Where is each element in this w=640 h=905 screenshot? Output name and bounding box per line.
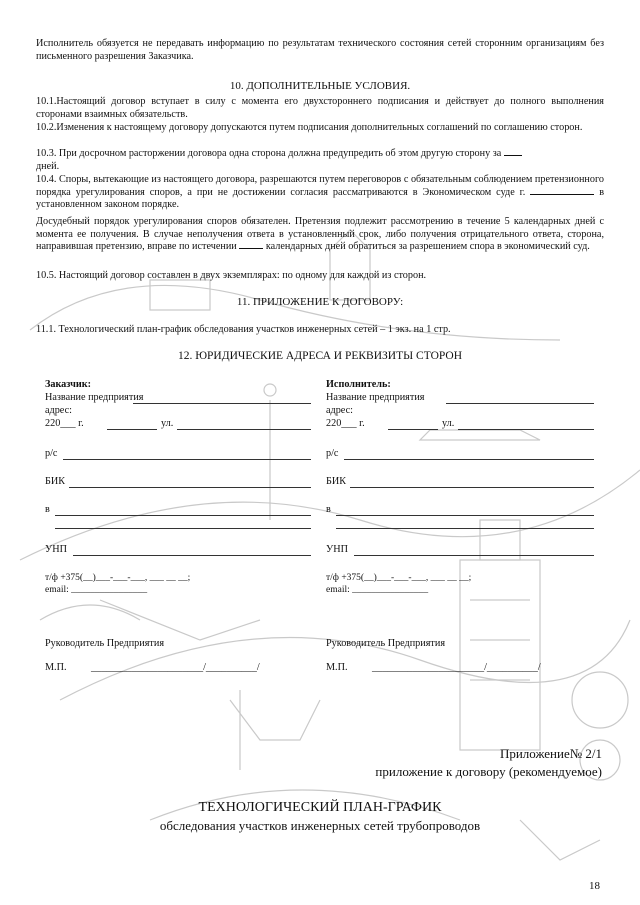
customer-name-label: Название предприятия [45,392,144,403]
customer-bank-label: в [45,504,50,515]
clause-10-1: 10.1.Настоящий договор вступает в силу с момента его двухстороннего подписания и действует до полного выполнения сторонами взаимных обязательств. [36,96,604,120]
customer-city-field[interactable] [107,429,157,430]
appendix-title: ТЕХНОЛОГИЧЕСКИЙ ПЛАН-ГРАФИК [198,800,442,815]
clause-10-4-pretrial [36,216,604,254]
contractor-bik-field[interactable] [350,487,594,488]
customer-unp-field[interactable] [73,555,311,556]
customer-name-field[interactable] [133,403,311,404]
contractor-account-field[interactable] [344,459,594,460]
contractor-phone[interactable]: т/ф +375(__)___-___-___, ___ __ __; [326,573,472,583]
customer-stamp-label: М.П. [45,662,67,673]
contractor-bank-field-2[interactable] [336,528,594,529]
contractor-unp-label: УНП [326,544,348,555]
customer-head-label: Руководитель Предприятия [45,638,165,649]
contractor-bik-label: БИК [326,476,347,487]
customer-account-label: р/с [45,448,58,459]
customer-phone[interactable]: т/ф +375(__)___-___-___, ___ __ __; [45,573,191,583]
contractor-name-field[interactable] [446,403,594,404]
customer-street-label: ул. [161,418,174,429]
clause-10-2: 10.2.Изменения к настоящему договору допускаются путем подписания дополнительных соглашений по соглашению сторон. [36,122,583,133]
intro-paragraph: Исполнитель обязуется не передавать информацию по результатам технического состояния сетей сторонним организациям без письменного разрешения Заказчика. [36,38,604,62]
customer-bik-field[interactable] [69,487,311,488]
contractor-stamp-label: М.П. [326,662,348,673]
clause-10-4-pretrial-text: Досудебный порядок урегулирования споров обязателен. Претензия подлежит рассмотрению в течение 5 календарных дней с момента ее получения. В случае неполучения ответа в установленный срок, либо получения отрицательного ответа, сторона, направившая претензию, вправе по истечении [36,216,604,253]
contractor-title: Исполнитель: [326,379,391,390]
contractor-head-label: Руководитель Предприятия [326,638,446,649]
section-12-heading: 12. ЮРИДИЧЕСКИЕ АДРЕСА И РЕКВИЗИТЫ СТОРОН [177,350,463,362]
customer-street-field[interactable] [177,429,311,430]
contractor-signature-line[interactable]: ______________________/__________/ [372,662,541,673]
contractor-email[interactable]: email: ________________ [326,585,429,595]
clause-10-4-pretrial-tail: календарных дней обратиться за разрешением спора в экономический суд. [265,241,590,253]
customer-account-field[interactable] [63,459,311,460]
clause-10-4 [36,174,604,212]
appendix-subtitle: приложение к договору (рекомендуемое) [375,764,602,779]
clause-10-3-days: дней. [36,160,60,172]
customer-bank-field-2[interactable] [55,528,311,529]
customer-signature-line[interactable]: ______________________/__________/ [91,662,260,673]
clause-10-4-text: 10.4. Споры, вытекающие из настоящего договора, разрешаются путем переговоров с обязательным соблюдением претензионного порядка урегулирования споров, а при не достижении согласия рассматриваются в Экономическом суде г. [36,174,604,198]
contractor-bank-label: в [326,504,331,515]
clause-10-3 [36,148,604,173]
customer-address-label: адрес: [45,405,72,416]
contractor-address-label: адрес: [326,405,353,416]
contractor-bank-field[interactable] [336,515,594,516]
contractor-unp-field[interactable] [354,555,594,556]
customer-bank-field[interactable] [55,515,311,516]
section-11-heading: 11. ПРИЛОЖЕНИЕ К ДОГОВОРУ: [236,296,404,308]
contractor-account-label: р/с [326,448,339,459]
appendix-title-2: обследования участков инженерных сетей трубопроводов [159,818,481,833]
clause-10-5: 10.5. Настоящий договор составлен в двух экземплярах: по одному для каждой из сторон. [36,270,427,281]
contractor-name-label: Название предприятия [326,392,425,403]
customer-city: 220___ г. [45,418,84,429]
contractor-street-label: ул. [442,418,455,429]
page-number: 18 [589,880,600,892]
customer-unp-label: УНП [45,544,67,555]
clause-10-3-text: 10.3. При досрочном расторжении договора одна сторона должна предупредить об этом другую сторону за [36,148,502,159]
appendix-number: Приложение№ 2/1 [499,746,602,761]
contractor-city: 220___ г. [326,418,365,429]
customer-title: Заказчик: [45,379,92,390]
customer-email[interactable]: email: ________________ [45,585,148,595]
section-10-heading: 10. ДОПОЛНИТЕЛЬНЫЕ УСЛОВИЯ. [229,80,411,92]
contractor-street-field[interactable] [458,429,594,430]
clause-10-4-tail: в установленном законом порядке. [36,186,605,211]
customer-bik-label: БИК [45,476,66,487]
contractor-city-field[interactable] [388,429,438,430]
clause-11-1: 11.1. Технологический план-график обследования участков инженерных сетей – 1 экз. на 1 стр. [36,324,451,335]
